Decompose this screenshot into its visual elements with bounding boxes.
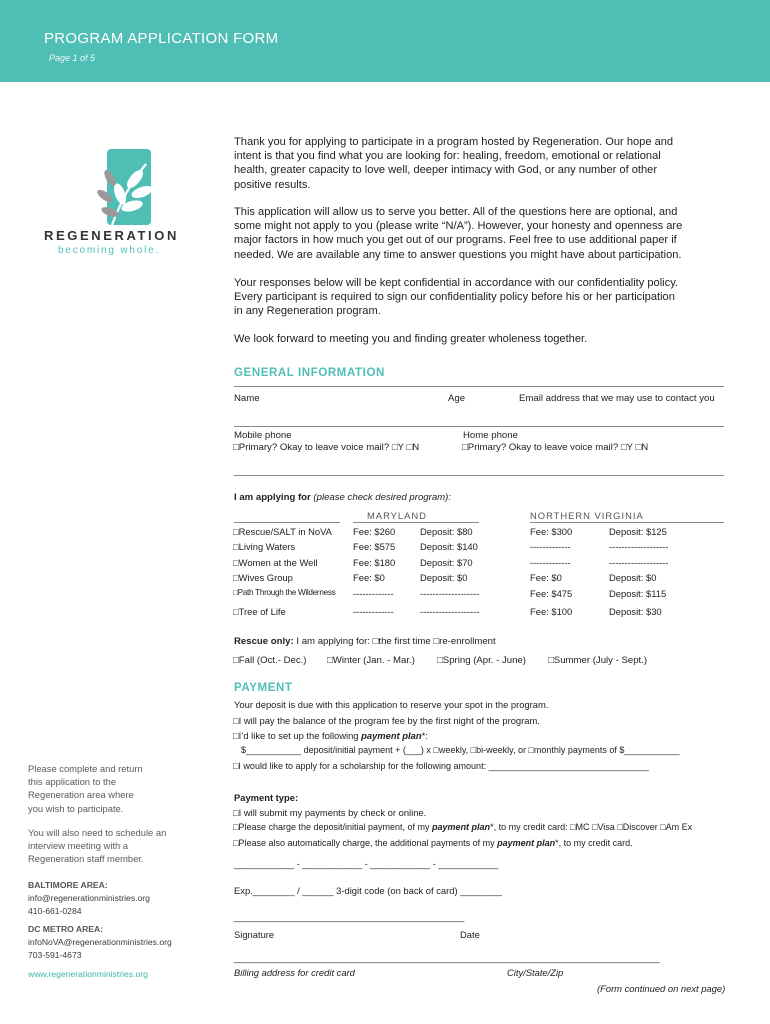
divider — [353, 522, 479, 523]
intro-paragraph-1 — [234, 135, 673, 192]
name-field[interactable]: Name — [234, 393, 260, 404]
sidebar-line: this application to the — [28, 776, 117, 788]
program-checkbox-label[interactable]: □Rescue/SALT in NoVA — [233, 526, 332, 537]
applying-for-bold: I am applying for — [234, 492, 311, 503]
divider — [234, 475, 724, 476]
va-fee: Fee: $475 — [530, 588, 573, 599]
website-link[interactable]: www.regenerationministries.org — [28, 969, 148, 979]
payment-plan-details[interactable]: $___________ deposit/initial payment + (___) x □weekly, □bi-weekly, or □monthly payments of $___________ — [241, 745, 680, 755]
program-checkbox-label[interactable]: □Women at the Well — [233, 557, 318, 568]
sidebar-line: Regeneration area where — [28, 789, 134, 801]
pay-by-check-option[interactable]: □I will submit my payments by check or online. — [233, 807, 427, 818]
md-deposit: Deposit: $80 — [420, 526, 473, 537]
md-deposit: Deposit: $70 — [420, 557, 473, 568]
intro-line: needed. We are available any time to answer questions you might have about participation. — [234, 248, 682, 261]
intro-line: in any Regeneration program. — [234, 305, 381, 318]
intro-paragraph-2 — [234, 205, 682, 262]
sidebar-line: Please complete and return — [28, 763, 143, 774]
intro-line: Thank you for applying to participate in a program hosted by Regeneration. Our hope and — [234, 136, 674, 148]
logo — [42, 146, 192, 266]
rescue-enrollment[interactable] — [234, 636, 496, 647]
va-deposit: ------------------- — [609, 557, 669, 568]
mobile-phone-options[interactable]: □Primary? Okay to leave voice mail? □Y □N — [233, 442, 420, 453]
leaf-logo-icon — [42, 146, 192, 236]
md-fee: Fee: $575 — [353, 541, 396, 552]
divider — [530, 522, 724, 523]
program-checkbox-label[interactable]: □Living Waters — [233, 541, 296, 552]
form-continued-note: (Form continued on next page) — [597, 983, 726, 994]
card-expiry-cvv-field[interactable]: Exp.________ / ______ 3-digit code (on back of card) ________ — [234, 885, 502, 896]
program-row[interactable] — [233, 541, 733, 555]
brand-tagline: becoming whole. — [58, 245, 161, 256]
program-row[interactable] — [233, 606, 733, 620]
va-deposit: Deposit: $125 — [609, 526, 667, 537]
signature-line[interactable]: ______________________________________________ — [234, 912, 465, 922]
va-fee: Fee: $0 — [530, 572, 562, 583]
rescue-only-label: Rescue only: — [234, 636, 294, 647]
header-bar — [0, 0, 770, 82]
program-checkbox-label[interactable]: □Wives Group — [233, 572, 293, 583]
applying-for-note: (please check desired program): — [310, 492, 452, 503]
divider — [234, 522, 340, 523]
payment-plan-emphasis: payment plan — [497, 838, 556, 848]
va-fee: Fee: $100 — [530, 606, 573, 617]
md-fee: Fee: $180 — [353, 557, 396, 568]
md-deposit: ------------------- — [420, 588, 480, 599]
mobile-phone-field[interactable]: Mobile phone — [234, 430, 292, 441]
nova-header: NORTHERN VIRGINIA — [530, 510, 644, 521]
scholarship-option[interactable]: □I would like to apply for a scholarship for the following amount: ________________________________ — [233, 761, 649, 771]
sidebar-interview-note — [28, 826, 166, 866]
md-deposit: ------------------- — [420, 606, 480, 617]
baltimore-phone: 410-661-0284 — [28, 906, 82, 916]
general-info-heading: GENERAL INFORMATION — [234, 367, 385, 379]
season-summer[interactable]: □Summer (July - Sept.) — [548, 655, 648, 666]
intro-paragraph-3 — [234, 276, 678, 319]
auto-charge-text: □Please also automatically charge, the additional payments of my — [233, 838, 498, 848]
md-fee: ------------- — [353, 606, 394, 617]
charge-deposit-text: □Please charge the deposit/initial payment, of my — [233, 822, 433, 832]
applying-for-label — [234, 492, 451, 503]
va-deposit: Deposit: $0 — [609, 572, 657, 583]
sidebar-line: you wish to participate. — [28, 802, 124, 814]
intro-line: Your responses below will be kept confidential in accordance with our confidentiality policy. — [234, 277, 678, 289]
va-fee: Fee: $300 — [530, 526, 573, 537]
card-number-field[interactable]: ____________ - ____________ - ____________ - ____________ — [234, 859, 499, 869]
email-field[interactable]: Email address that we may use to contact you — [519, 393, 715, 404]
sidebar-line: Regeneration staff member. — [28, 853, 144, 865]
md-fee: Fee: $260 — [353, 526, 396, 537]
season-fall[interactable]: □Fall (Oct.- Dec.) — [233, 655, 307, 666]
billing-address-line[interactable]: _____________________________________________________________________________________ — [234, 953, 660, 963]
payment-deposit-note: Your deposit is due with this application to reserve your spot in the program. — [234, 699, 549, 710]
md-deposit: Deposit: $0 — [420, 572, 468, 583]
va-fee: ------------- — [530, 541, 571, 552]
payment-plan-suffix: *: — [421, 730, 428, 741]
date-label: Date — [460, 929, 480, 940]
program-row[interactable] — [233, 526, 733, 540]
dc-phone: 703-591-4673 — [28, 950, 82, 960]
card-type-options[interactable]: *, to my credit card: □MC □Visa □Discover □Am Ex — [490, 822, 693, 832]
baltimore-label: BALTIMORE AREA: — [28, 880, 108, 890]
baltimore-contact — [28, 879, 150, 918]
signature-label: Signature — [234, 929, 275, 940]
intro-line: positive results. — [234, 178, 311, 191]
dc-contact — [28, 923, 172, 962]
md-deposit: Deposit: $140 — [420, 541, 478, 552]
intro-line: health, greater capacity to love well, deeper intimacy with God, or any number of other — [234, 164, 658, 177]
age-field[interactable]: Age — [448, 393, 466, 404]
sidebar-line: interview meeting with a — [28, 840, 129, 852]
intro-line: We look forward to meeting you and finding greater wholeness together. — [234, 333, 588, 345]
va-fee: ------------- — [530, 557, 571, 568]
program-row[interactable] — [233, 588, 733, 602]
md-fee: Fee: $0 — [353, 572, 385, 583]
brand-name: REGENERATION — [44, 228, 179, 243]
home-phone-options[interactable]: □Primary? Okay to leave voice mail? □Y □N — [462, 442, 649, 453]
baltimore-email[interactable]: info@regenerationministries.org — [28, 893, 150, 903]
va-deposit: Deposit: $115 — [609, 588, 667, 599]
auto-charge-suffix: *, to my credit card. — [555, 838, 633, 848]
intro-line: This application will allow us to serve you better. All of the questions here are optional, and — [234, 206, 678, 218]
payment-plan-option[interactable] — [233, 730, 428, 741]
program-row[interactable] — [233, 572, 733, 586]
va-deposit: Deposit: $30 — [609, 606, 662, 617]
auto-charge-option[interactable] — [233, 838, 633, 848]
season-spring[interactable]: □Spring (Apr. - June) — [437, 655, 526, 666]
payment-plan-emphasis: payment plan — [361, 730, 422, 741]
divider — [234, 426, 724, 427]
payment-plan-emphasis: payment plan — [432, 822, 491, 832]
home-phone-field[interactable]: Home phone — [463, 430, 518, 441]
intro-line: some might not apply to you (please write “N/A”). However, your honesty and openness are — [234, 220, 683, 233]
dc-label: DC METRO AREA: — [28, 924, 104, 934]
season-winter[interactable]: □Winter (Jan. - Mar.) — [327, 655, 415, 666]
maryland-header: MARYLAND — [367, 510, 427, 521]
payment-plan-text: □I’d like to set up the following — [233, 730, 362, 741]
sidebar-line: You will also need to schedule an — [28, 827, 167, 838]
pay-balance-option[interactable]: □I will pay the balance of the program fee by the first night of the program. — [233, 715, 540, 726]
sidebar-instructions — [28, 762, 143, 815]
charge-deposit-option[interactable] — [233, 822, 692, 832]
form-title: PROGRAM APPLICATION FORM — [44, 30, 279, 47]
divider — [234, 386, 724, 387]
intro-line: intent is that you find what you are looking for: healing, freedom, emotional or relational — [234, 150, 661, 163]
page-number: Page 1 of 5 — [49, 53, 96, 63]
intro-line: major factors in how much you get out of our programs. Feel free to use additional paper if — [234, 234, 677, 247]
dc-email[interactable]: infoNoVA@regenerationministries.org — [28, 937, 172, 947]
rescue-enrollment-options[interactable]: I am applying for: □the first time □re-enrollment — [293, 636, 496, 647]
program-checkbox-label[interactable]: □Tree of Life — [233, 606, 286, 617]
program-row[interactable] — [233, 557, 733, 571]
payment-heading: PAYMENT — [234, 682, 293, 694]
md-fee: ------------- — [353, 588, 394, 599]
va-deposit: ------------------- — [609, 541, 669, 552]
program-checkbox-label[interactable]: □Path Through the Wilderness — [233, 588, 336, 597]
city-state-zip-label: City/State/Zip — [507, 967, 564, 978]
billing-address-label: Billing address for credit card — [234, 967, 355, 978]
intro-line: Every participant is required to sign our confidentiality policy before his or her participation — [234, 291, 675, 304]
intro-paragraph-4 — [234, 332, 587, 346]
payment-type-label: Payment type: — [234, 792, 299, 803]
